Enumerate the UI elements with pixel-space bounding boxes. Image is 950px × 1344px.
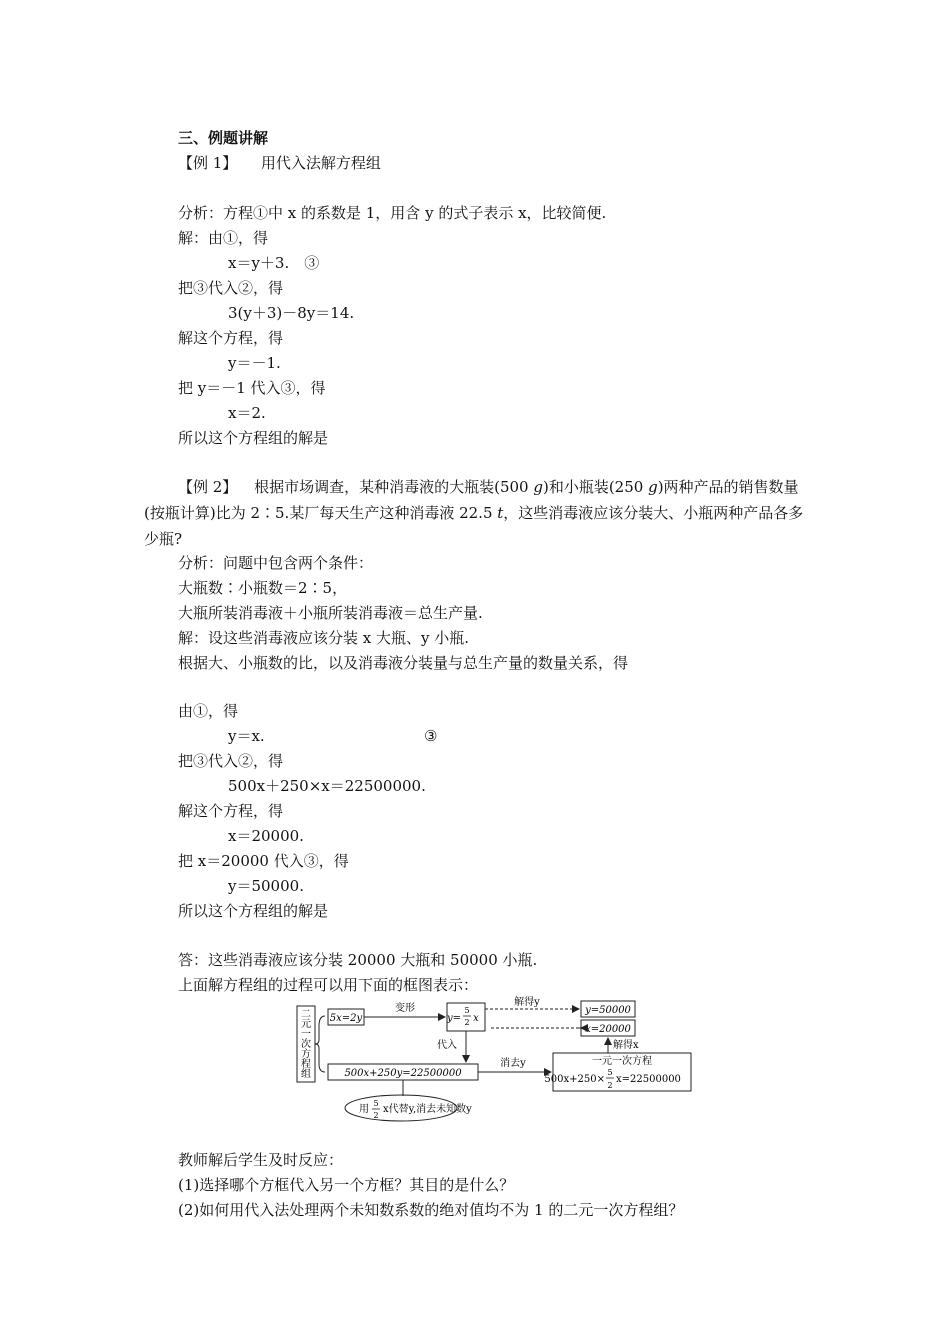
equation-marker: ③ [424, 727, 438, 745]
y-expression-rhs: x [473, 1013, 479, 1024]
ex2-analysis-line: 根据大、小瓶数的比，以及消毒液分装量与总生产量的数量关系，得 [178, 654, 629, 672]
unit-t: t [497, 504, 504, 522]
left-label-char: 次 [301, 1039, 311, 1050]
fraction-numerator: 5 [464, 1006, 470, 1015]
equation-2: 500x+250y=22500000 [344, 1068, 462, 1079]
ex2-answer: 答：这些消毒液应该分装 20000 大瓶和 50000 小瓶. [178, 951, 538, 969]
solve-y-label: 解得y [514, 997, 540, 1008]
ex2-analysis-line: 大瓶数∶小瓶数＝2∶5， [178, 579, 348, 597]
reflection-question-1: (1)选择哪个方框代入另一个方框？其目的是什么？ [178, 1176, 515, 1194]
bubble-text-a: 用 [359, 1104, 369, 1115]
one-variable-title: 一元一次方程 [592, 1056, 652, 1067]
example-2-problem [144, 474, 809, 552]
ex2-solution-line: 500x＋250×x＝22500000. [228, 777, 426, 795]
bubble-text-b: x代替y,消去未知数y [383, 1104, 472, 1115]
problem-text: )和小瓶装(250 [542, 478, 649, 496]
ex1-line: 解：由①，得 [178, 229, 269, 247]
reflection-question-2: (2)如何用代入法处理两个未知数系数的绝对值均不为 1 的二元一次方程组？ [178, 1201, 684, 1219]
ex1-line: 把③代入②，得 [178, 279, 284, 297]
one-variable-rhs: x=22500000 [616, 1074, 681, 1085]
substitute-label: 代入 [437, 1040, 457, 1051]
problem-text: 根据市场调查，某种消毒液的大瓶装(500 [254, 478, 534, 496]
left-label-char: 组 [301, 1069, 311, 1080]
ex2-analysis-line: 大瓶所装消毒液＋小瓶所装消毒液＝总生产量. [178, 604, 483, 622]
ex2-solution-line: 把 x＝20000 代入③，得 [178, 852, 349, 870]
ex1-line: 所以这个方程组的解是 [178, 429, 329, 447]
example-1-analysis: 分析：方程①中 x 的系数是 1，用含 y 的式子表示 x，比较简便. [178, 204, 607, 222]
example-1-title: 用代入法解方程组 [260, 154, 381, 172]
ex1-line: y＝－1. [228, 354, 281, 372]
example-1-heading [178, 153, 381, 173]
equation-1: 5x=2y [329, 1013, 363, 1024]
ex2-solution-line: 解这个方程，得 [178, 802, 284, 820]
left-label [301, 1009, 311, 1080]
problem-text: )两种产品的销售数量(按瓶计算)比为 2∶5.某厂每天生产这种消毒液 22.5 [144, 478, 799, 522]
bubble-frac-den: 2 [373, 1111, 379, 1120]
problem-text: ，这些消毒液应该分装大、小瓶两种产品各多少瓶? [144, 504, 804, 548]
ex2-solution-line: 所以这个方程组的解是 [178, 902, 329, 920]
unit-g: g [533, 478, 543, 496]
transform-label: 变形 [395, 1003, 415, 1014]
ex2-solution-line: x＝20000. [228, 827, 304, 845]
diagram-intro: 上面解方程组的过程可以用下面的框图表示： [178, 976, 479, 994]
bubble-frac-num: 5 [373, 1099, 379, 1108]
ex2-solution-line: y＝50000. [228, 877, 304, 895]
ex1-line: x＝y＋3. ③ [228, 254, 320, 272]
ex2-solution-line: y＝x. [228, 727, 265, 745]
ex1-line: x＝2. [228, 404, 266, 422]
solution-flow-diagram [295, 996, 695, 1126]
left-label-char: 一 [301, 1029, 311, 1040]
example-1-label: 【例 1】 [178, 154, 238, 172]
ex2-solution-line: 把③代入②，得 [178, 752, 284, 770]
ex2-solution-line: 由①，得 [178, 702, 239, 720]
brace-icon [315, 1016, 325, 1072]
one-variable-lhs: 500x+250× [544, 1074, 605, 1085]
unit-g: g [648, 478, 658, 496]
one-var-frac-den: 2 [607, 1081, 613, 1090]
left-label-char: 元 [301, 1019, 311, 1030]
left-label-char: 二 [301, 1009, 311, 1020]
reflection-intro: 教师解后学生及时反应： [178, 1151, 344, 1169]
eliminate-y-label: 消去y [500, 1058, 526, 1069]
left-label-char: 程 [301, 1059, 311, 1070]
ex1-line: 把 y＝－1 代入③，得 [178, 379, 326, 397]
ex2-analysis-line: 解：设这些消毒液应该分装 x 大瓶、y 小瓶. [178, 629, 470, 647]
one-var-frac-num: 5 [607, 1068, 613, 1077]
x-result: x=20000 [585, 1024, 631, 1035]
y-expression-lhs: y= [446, 1013, 461, 1024]
ex1-line: 3(y＋3)－8y＝14. [228, 304, 355, 322]
example-2-label: 【例 2】 [178, 478, 238, 496]
ex1-line: 解这个方程，得 [178, 329, 284, 347]
fraction-denominator: 2 [464, 1018, 470, 1027]
section-title: 三、例题讲解 [178, 129, 269, 147]
solve-x-label: 解得x [613, 1040, 639, 1051]
left-label-char: 方 [301, 1049, 311, 1060]
y-result: y=50000 [585, 1005, 631, 1016]
ex2-analysis-line: 分析：问题中包含两个条件： [178, 554, 374, 572]
